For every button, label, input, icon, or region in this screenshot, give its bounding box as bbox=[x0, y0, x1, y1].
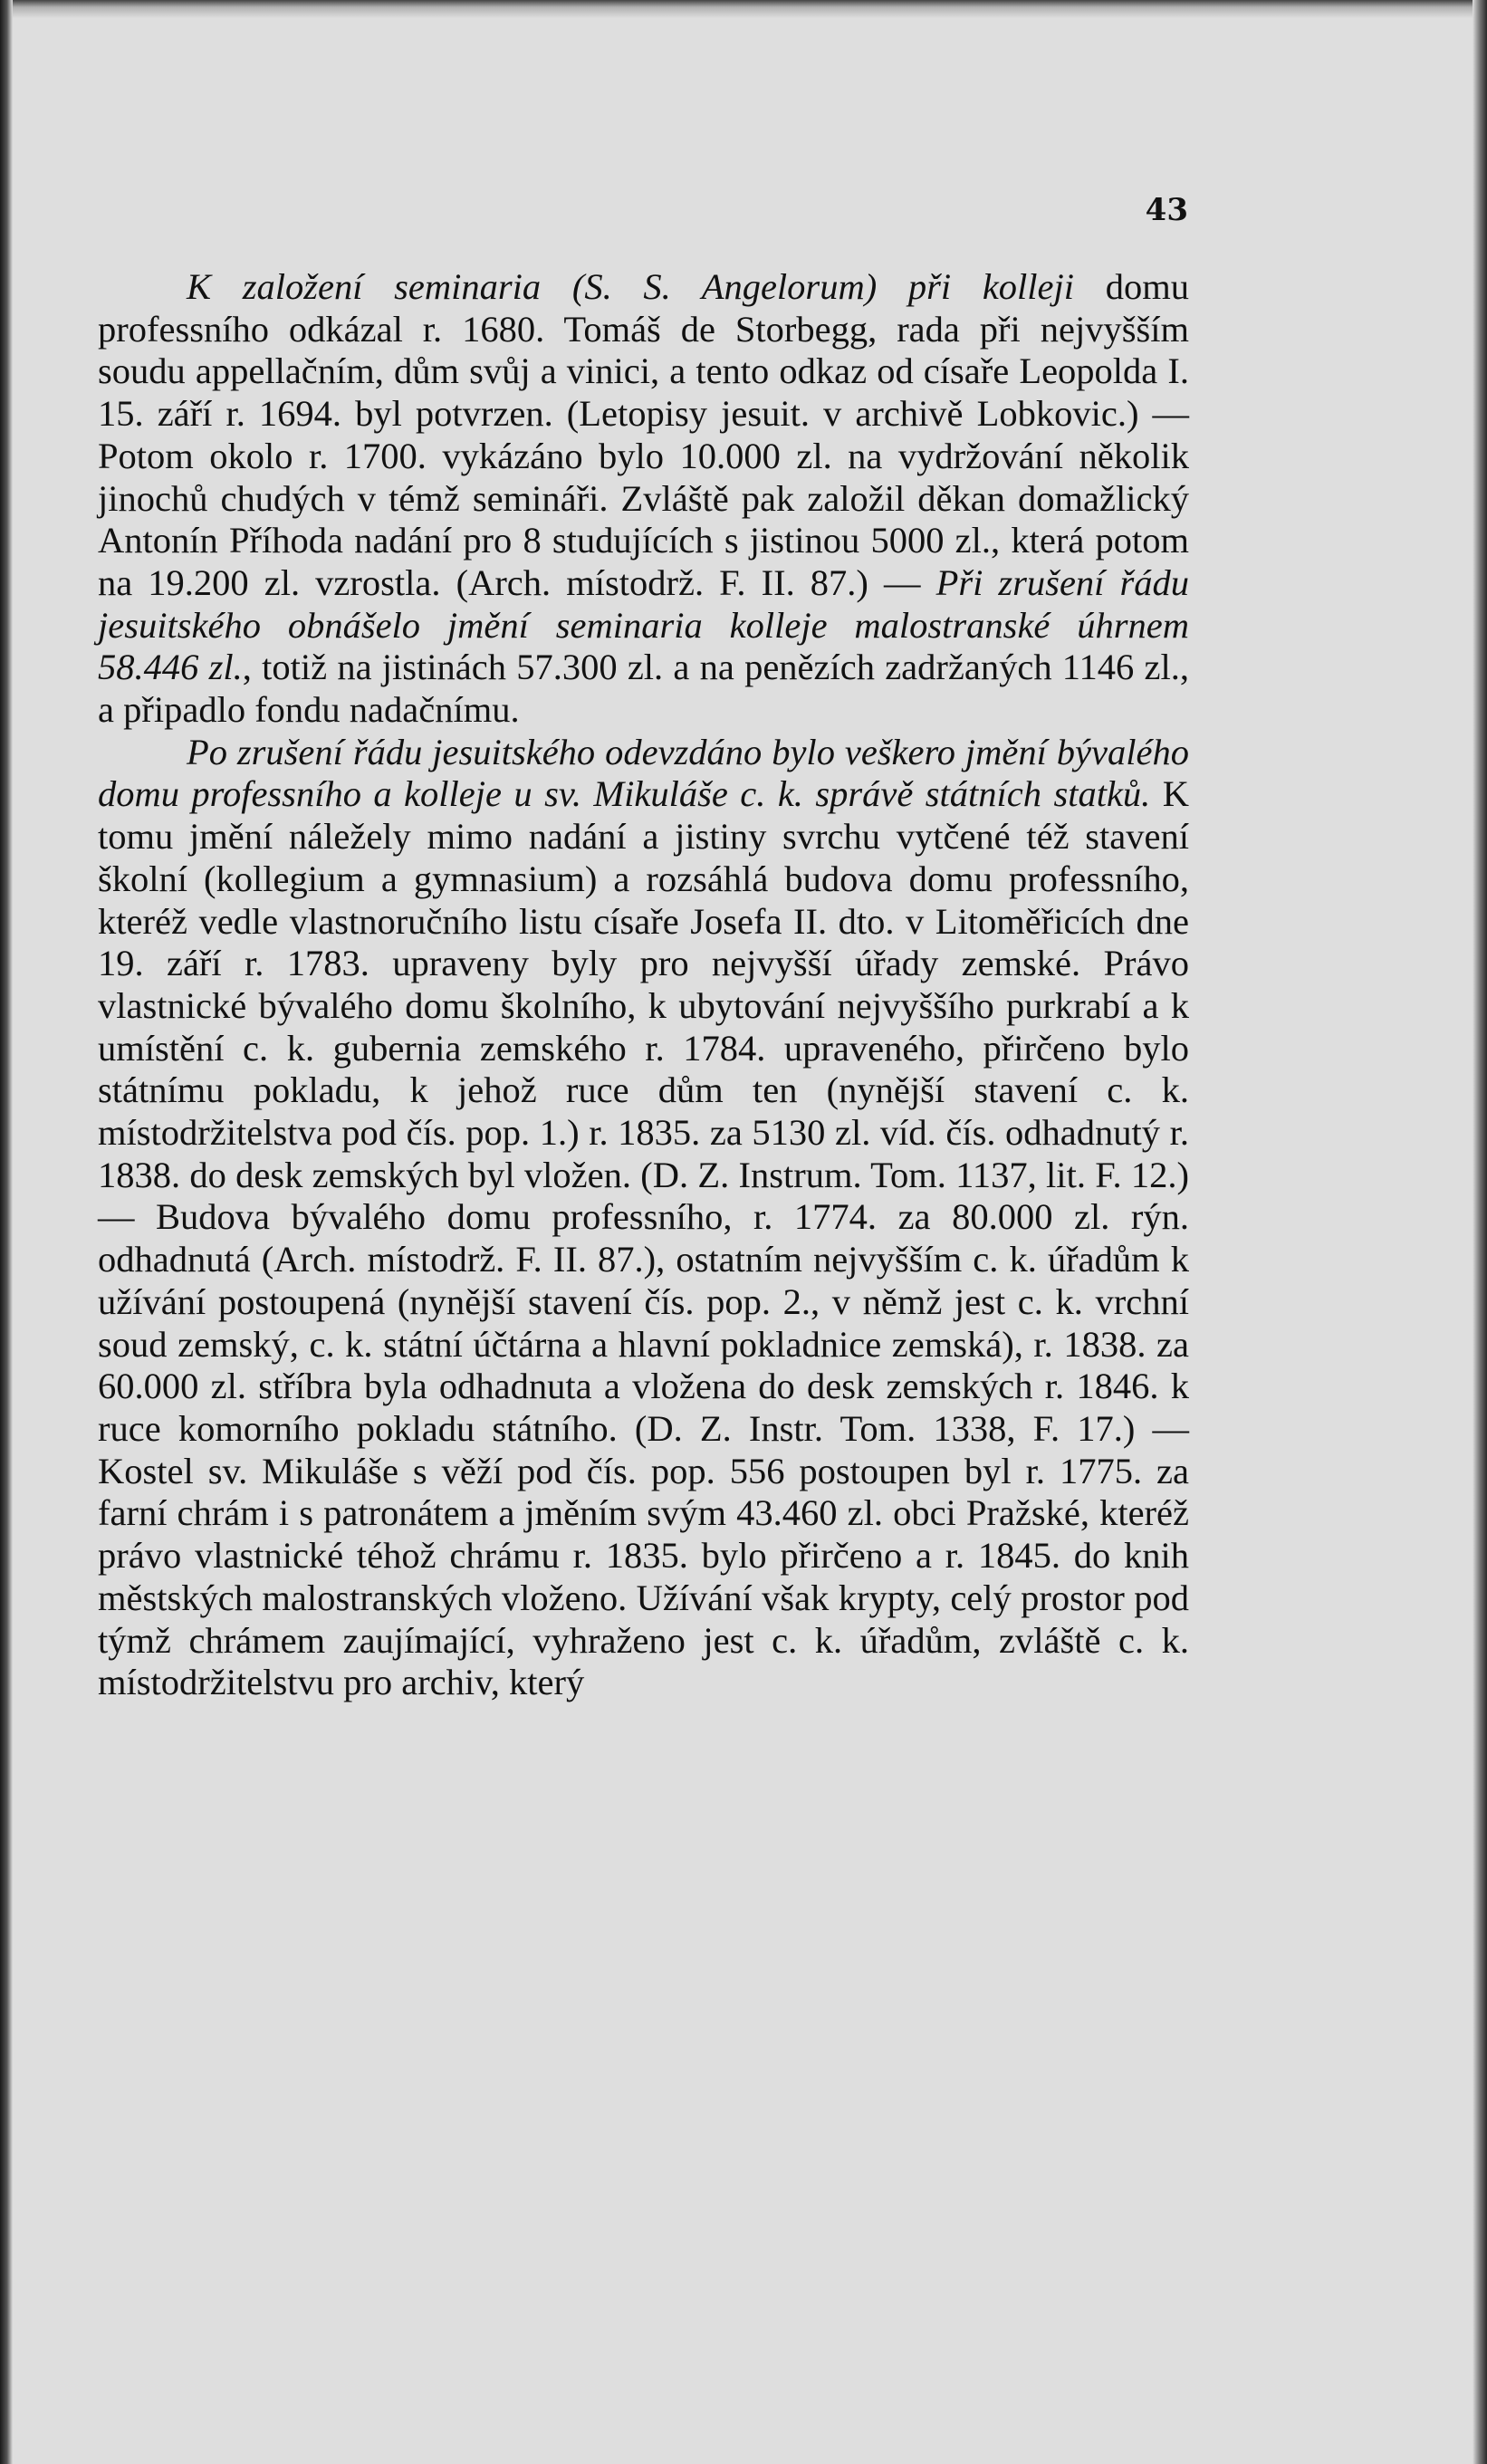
paragraph-seminary-founding bbox=[98, 266, 1189, 732]
paragraph-property-transfer bbox=[98, 732, 1189, 1704]
page-top-shadow bbox=[0, 0, 1487, 18]
italic-phrase: Při zrušení řádu jesuitského obnášelo jmění seminaria kolleje malostranské úhrnem 58.446 zl. bbox=[98, 561, 1190, 688]
text-run: domu professního odkázal r. 1680. Tomáš de Storbegg, rada při nejvyšším soudu appellačním, dům svůj a vinici, a tento odkaz od císaře Leopolda I. 15. září r. 1694. byl potvrzen. (Letopisy jesuit. v archivě Lobkovic.) — Potom okolo r. 1700. vykázáno bylo 10.000 zl. na vydržování několik jinochů chudých v témž semináři. Zvláště pak založil děkan domažlický Antonín Příhoda nadání pro 8 studujících s jistinou 5000 zl., která potom na 19.200 zl. vzrostla. (Arch. místodrž. F. II. 87.) — bbox=[98, 266, 1189, 603]
italic-phrase: Po zrušení řádu jesuitského odevzdáno bylo veškero jmění bývalého domu professního a kolleje u sv. Mikuláše c. k. správě státních statků. bbox=[98, 731, 1189, 815]
page-number: 43 bbox=[1145, 192, 1188, 228]
body-text bbox=[98, 266, 1189, 1704]
italic-phrase: K založení seminaria (S. S. Angelorum) při kolleji bbox=[187, 266, 1075, 307]
page-right-edge-shadow bbox=[1473, 0, 1487, 2464]
page-left-binding-shadow bbox=[0, 0, 13, 2464]
text-run: , totiž na jistinách 57.300 zl. a na penězích zadržaných 1146 zl., a připadlo fondu nadačnímu. bbox=[98, 647, 1190, 731]
text-run: K tomu jmění náležely mimo nadání a jistiny svrchu vytčené též stavení školní (kollegium a gymnasium) a rozsáhlá budova domu professního, kteréž vedle vlastnoručního listu císaře Josefa II. dto. v Litoměřicích dne 19. září r. 1783. upraveny byly pro nejvyšší úřady zemské. Právo vlastnické bývalého domu školního, k ubytování nejvyššího purkrabí a k umístění c. k. gubernia zemského r. 1784. upraveného, přirčeno bylo státnímu pokladu, k jehož ruce dům ten (nynější stavení c. k. místodržitelstva pod čís. pop. 1.) r. 1835. za 5130 zl. víd. čís. odhadnutý r. 1838. do desk zemských byl vložen. (D. Z. Instrum. Tom. 1137, lit. F. 12.) — Budova bývalého domu professního, r. 1774. za 80.000 zl. rýn. odhadnutá (Arch. místodrž. F. II. 87.), ostatním nejvyšším c. k. úřadům k užívání postoupená (nynější stavení čís. pop. 2., v němž jest c. k. vrchní soud zemský, c. k. státní účtárna a hlavní pokladnice zemská), r. 1838. za 60.000 zl. stříbra byla odhadnuta a vložena do desk zemských r. 1846. k ruce komorního pokladu státního. (D. Z. Instr. Tom. 1338, F. 17.) — Kostel sv. Mikuláše s věží pod čís. pop. 556 postoupen byl r. 1775. za farní chrám i s patronátem a jměním svým 43.460 zl. obci Pražské, kteréž právo vlastnické téhož chrámu r. 1835. bylo přirčeno a r. 1845. do knih městských malostranských vloženo. Užívání však krypty, celý prostor pod týmž chrámem zaujímající, vyhraženo jest c. k. úřadům, zvláště c. k. místodržitelstvu pro archiv, který bbox=[98, 773, 1189, 1703]
